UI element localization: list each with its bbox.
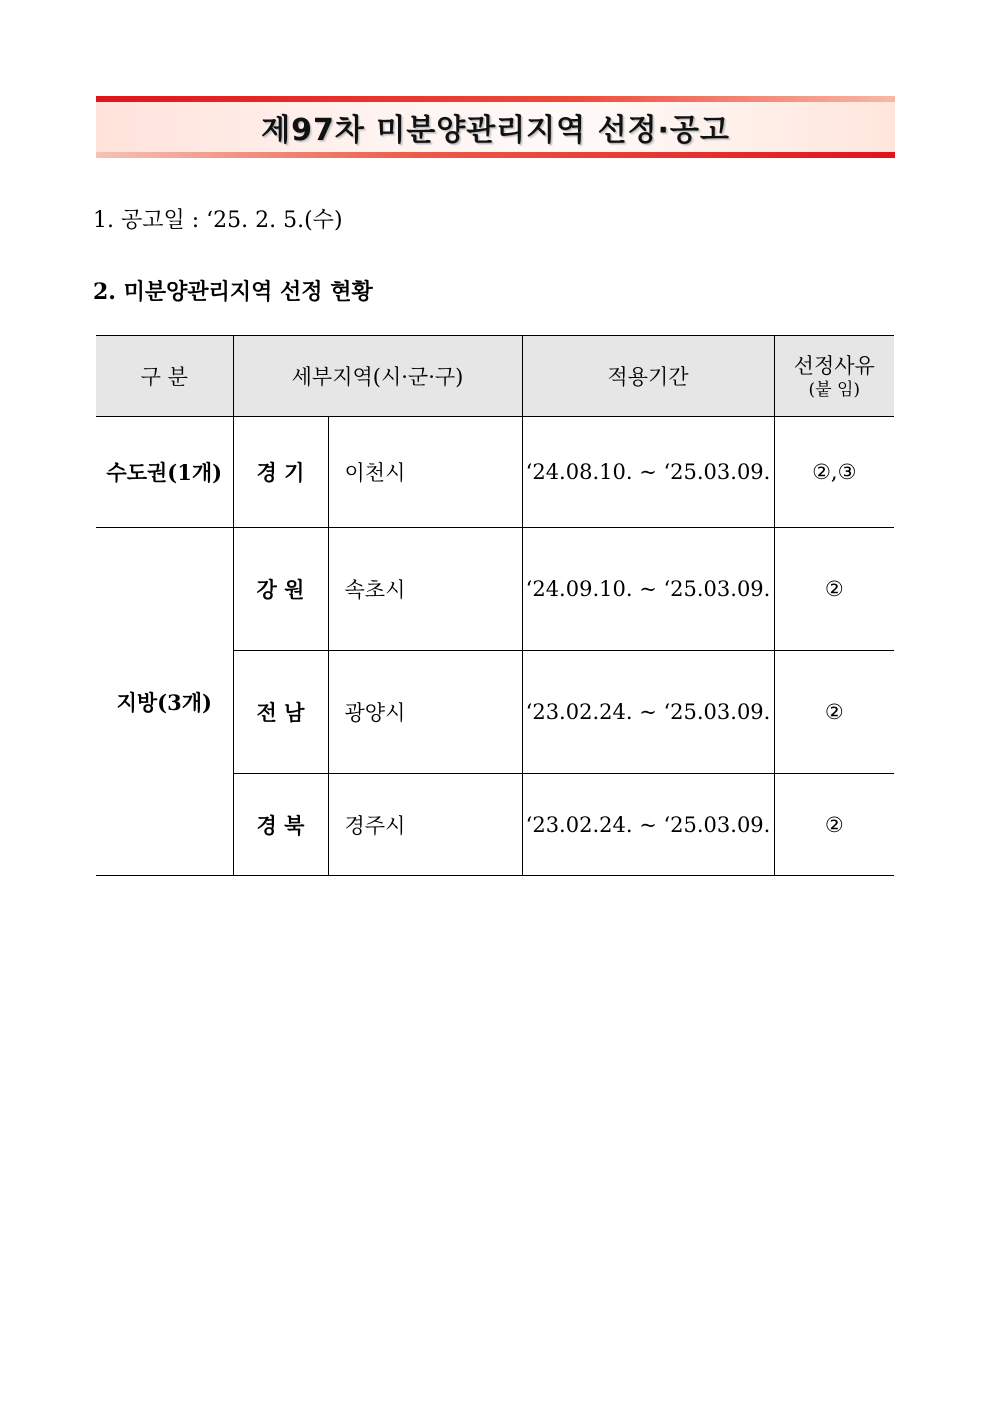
province-cell: 경 북 [233, 774, 328, 876]
reason-cell: ②,③ [774, 417, 894, 528]
designation-table [96, 335, 894, 876]
city-cell: 경주시 [328, 774, 522, 876]
reason-cell: ② [774, 774, 894, 876]
announcement-date-value: ‘25. 2. 5.(수) [206, 208, 343, 233]
city-cell: 이천시 [328, 417, 522, 528]
province-cell: 전 남 [233, 651, 328, 774]
reason-cell: ② [774, 528, 894, 651]
title-bottom-bar [96, 152, 895, 158]
table-row [96, 417, 894, 528]
period-cell: ‘23.02.24. ~ ‘25.03.09. [522, 774, 774, 876]
table-row [96, 528, 894, 651]
announcement-date [93, 203, 343, 234]
page-title: 제97차 미분양관리지역 선정·공고 [261, 113, 730, 148]
province-cell: 강 원 [233, 528, 328, 651]
city-cell: 광양시 [328, 651, 522, 774]
reason-cell: ② [774, 651, 894, 774]
period-cell: ‘23.02.24. ~ ‘25.03.09. [522, 651, 774, 774]
period-cell: ‘24.09.10. ~ ‘25.03.09. [522, 528, 774, 651]
header-reason [774, 336, 894, 417]
header-category: 구 분 [96, 336, 233, 417]
header-reason-sub: (붙 임) [808, 380, 860, 400]
header-reason-label: 선정사유 [793, 354, 875, 378]
section-heading-status: 2. 미분양관리지역 선정 현황 [93, 279, 373, 305]
province-cell: 경 기 [233, 417, 328, 528]
group-provincial: 지방(3개) [96, 528, 233, 876]
announcement-date-label: 1. 공고일 : [93, 208, 200, 233]
period-cell: ‘24.08.10. ~ ‘25.03.09. [522, 417, 774, 528]
table-header-row [96, 336, 894, 417]
group-capital-area: 수도권(1개) [96, 417, 233, 528]
title-banner [96, 96, 895, 158]
header-region: 세부지역(시·군·구) [233, 336, 522, 417]
header-period: 적용기간 [522, 336, 774, 417]
city-cell: 속초시 [328, 528, 522, 651]
